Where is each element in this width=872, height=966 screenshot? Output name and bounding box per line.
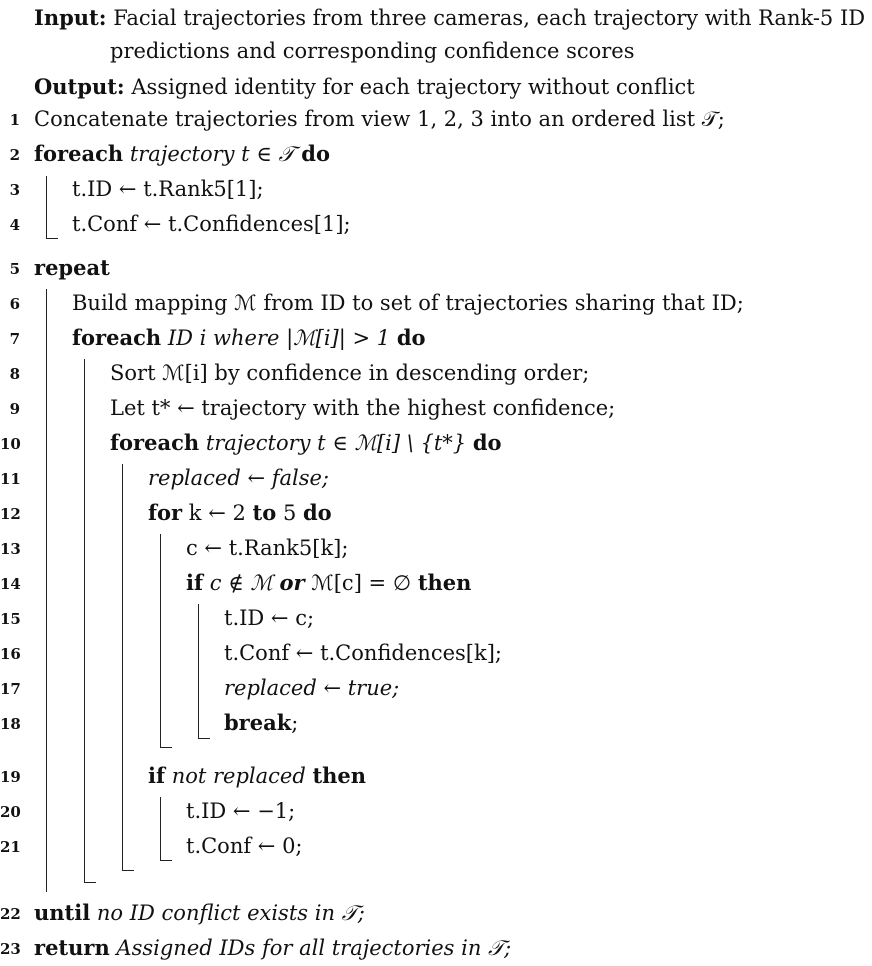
input-text: Facial trajectories from three cameras, each trajectory with Rank-5 ID bbox=[113, 6, 866, 30]
return-value: Assigned IDs for all trajectories in 𝒯; bbox=[116, 936, 512, 960]
line-5 bbox=[34, 256, 110, 280]
input-line-continued bbox=[110, 39, 635, 63]
block-rule bbox=[160, 797, 161, 860]
line-6 bbox=[72, 291, 744, 315]
input-label: Input: bbox=[34, 5, 107, 30]
line-1 bbox=[34, 107, 725, 131]
line-number: 11 bbox=[0, 470, 21, 488]
line-19 bbox=[148, 764, 366, 788]
keyword-to: to bbox=[252, 500, 277, 525]
keyword-return: return bbox=[34, 935, 110, 960]
keyword-if: if bbox=[186, 570, 204, 595]
block-rule bbox=[122, 464, 123, 870]
line-11-text: replaced ← false; bbox=[148, 466, 330, 490]
line-17 bbox=[224, 676, 399, 700]
keyword-do: do bbox=[396, 325, 426, 350]
loop-condition: ID i where |ℳ[i]| > 1 bbox=[167, 326, 391, 350]
line-number: 7 bbox=[9, 330, 20, 348]
line-14 bbox=[186, 571, 471, 595]
line-number: 14 bbox=[0, 575, 21, 593]
line-number: 12 bbox=[0, 505, 21, 523]
loop-end: 5 bbox=[282, 501, 297, 525]
output-label: Output: bbox=[34, 74, 125, 99]
line-21-text: t.Conf ← 0; bbox=[186, 834, 303, 858]
line-3 bbox=[72, 177, 264, 201]
line-number: 16 bbox=[0, 645, 21, 663]
line-17-text: replaced ← true; bbox=[224, 676, 400, 700]
keyword-do: do bbox=[303, 500, 332, 525]
line-6-text: Build mapping ℳ from ID to set of trajectories sharing that ID; bbox=[72, 291, 744, 315]
keyword-foreach: foreach bbox=[110, 430, 200, 455]
block-rule-end bbox=[84, 882, 96, 883]
condition: not replaced bbox=[171, 764, 306, 788]
line-13 bbox=[186, 536, 348, 560]
input-text-continued: predictions and corresponding confidence scores bbox=[110, 39, 635, 63]
block-rule-end bbox=[198, 738, 210, 739]
input-line bbox=[34, 6, 865, 30]
line-9 bbox=[110, 396, 615, 420]
block-rule-end bbox=[46, 238, 58, 239]
line-number: 21 bbox=[0, 838, 21, 856]
line-16 bbox=[224, 641, 502, 665]
output-line bbox=[34, 75, 695, 99]
keyword-break: break bbox=[224, 710, 292, 735]
line-number: 1 bbox=[9, 111, 20, 129]
block-rule bbox=[160, 534, 161, 747]
line-15-text: t.ID ← c; bbox=[224, 606, 315, 630]
line-12 bbox=[148, 501, 332, 525]
line-number: 18 bbox=[0, 715, 21, 733]
line-number: 8 bbox=[9, 365, 20, 383]
line-number: 10 bbox=[0, 435, 21, 453]
line-9-text: Let t* ← trajectory with the highest confidence; bbox=[110, 396, 616, 420]
line-number: 6 bbox=[9, 295, 20, 313]
line-number: 20 bbox=[0, 803, 21, 821]
line-22 bbox=[34, 901, 365, 925]
output-text: Assigned identity for each trajectory without conflict bbox=[131, 75, 695, 99]
keyword-foreach: foreach bbox=[34, 141, 124, 166]
loop-condition: trajectory t ∈ 𝒯 bbox=[129, 142, 295, 166]
line-number: 17 bbox=[0, 680, 21, 698]
until-condition: no ID conflict exists in 𝒯; bbox=[96, 901, 365, 925]
keyword-then: then bbox=[312, 763, 367, 788]
keyword-foreach: foreach bbox=[72, 325, 162, 350]
line-23 bbox=[34, 936, 511, 960]
block-rule bbox=[84, 359, 85, 882]
line-20-text: t.ID ← −1; bbox=[186, 799, 296, 823]
line-16-text: t.Conf ← t.Confidences[k]; bbox=[224, 641, 502, 665]
line-number: 3 bbox=[9, 181, 20, 199]
line-number: 19 bbox=[0, 768, 21, 786]
loop-condition: trajectory t ∈ ℳ[i] \ {t*} bbox=[205, 431, 467, 455]
line-4-text: t.Conf ← t.Confidences[1]; bbox=[72, 212, 351, 236]
keyword-until: until bbox=[34, 900, 91, 925]
line-10 bbox=[110, 431, 502, 455]
block-rule-end bbox=[160, 747, 172, 748]
condition-part-1: c ∉ ℳ bbox=[209, 571, 273, 595]
line-8 bbox=[110, 361, 589, 385]
line-1-text: Concatenate trajectories from view 1, 2, 3 into an ordered list 𝒯; bbox=[34, 107, 725, 131]
keyword-for: for bbox=[148, 500, 183, 525]
line-20 bbox=[186, 799, 295, 823]
keyword-or: or bbox=[279, 570, 305, 595]
line-18 bbox=[224, 711, 298, 735]
line-number: 23 bbox=[0, 940, 21, 958]
line-number: 9 bbox=[9, 400, 20, 418]
block-rule bbox=[46, 176, 47, 238]
block-rule-end bbox=[160, 860, 172, 861]
line-11 bbox=[148, 466, 329, 490]
block-rule bbox=[46, 289, 47, 892]
line-7 bbox=[72, 326, 426, 350]
line-4 bbox=[72, 212, 351, 236]
statement-end: ; bbox=[291, 711, 299, 735]
line-15 bbox=[224, 606, 314, 630]
line-2 bbox=[34, 142, 330, 166]
loop-start: k ← 2 bbox=[188, 501, 246, 525]
line-number: 15 bbox=[0, 610, 21, 628]
line-number: 2 bbox=[9, 146, 20, 164]
keyword-do: do bbox=[301, 141, 330, 166]
line-number: 4 bbox=[9, 216, 20, 234]
keyword-do: do bbox=[472, 430, 502, 455]
line-13-text: c ← t.Rank5[k]; bbox=[186, 536, 349, 560]
line-21 bbox=[186, 834, 303, 858]
line-8-text: Sort ℳ[i] by confidence in descending order; bbox=[110, 361, 590, 385]
line-number: 5 bbox=[9, 260, 20, 278]
condition-part-2: ℳ[c] = ∅ bbox=[311, 571, 412, 595]
keyword-if: if bbox=[148, 763, 166, 788]
line-number: 22 bbox=[0, 905, 21, 923]
line-number: 13 bbox=[0, 540, 21, 558]
block-rule bbox=[198, 604, 199, 738]
line-3-text: t.ID ← t.Rank5[1]; bbox=[72, 177, 264, 201]
block-rule-end bbox=[122, 870, 134, 871]
keyword-repeat: repeat bbox=[34, 255, 110, 280]
keyword-then: then bbox=[417, 570, 472, 595]
